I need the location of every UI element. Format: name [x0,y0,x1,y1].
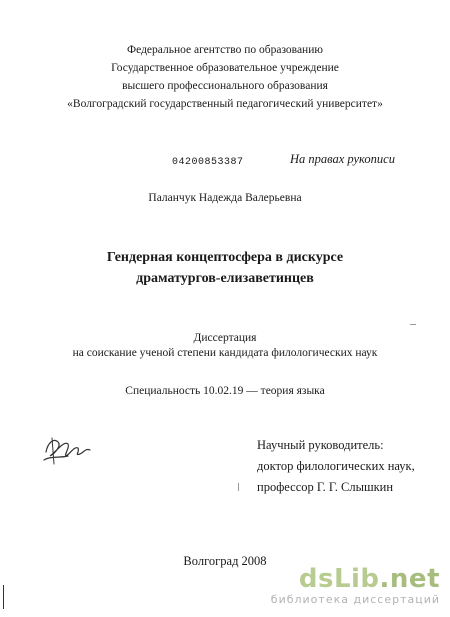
city-year: Волгоград 2008 [183,554,267,568]
specialty: Специальность 10.02.19 — теория языка [125,385,325,397]
header-institution-type: Государственное образовательное учреждение [111,62,339,74]
page-edge-mark [3,585,4,609]
rights-note: На правах рукописи [290,152,395,166]
author-name: Паланчук Надежда Валерьевна [148,192,302,204]
supervisor-label: Научный руководитель: [257,438,384,452]
header-agency: Федеральное агентство по образованию [127,44,323,56]
watermark-tld: .net [379,564,440,594]
watermark-logo [250,565,440,593]
signature-mark [40,430,100,470]
scan-artifact [238,483,239,491]
scan-artifact [410,324,416,325]
watermark-brand: dsLib [298,564,380,594]
header-education-level: высшего профессионального образования [122,80,328,92]
thesis-title-line1: Гендерная концептосфера в дискурсе [106,250,344,265]
registry-number: 04200853387 [172,157,244,168]
degree-sought: на соискание ученой степени кандидата филологических наук [72,347,378,359]
supervisor-degree: доктор филологических наук, [257,459,415,473]
site-watermark [250,565,440,607]
header-university: «Волгоградский государственный педагогический университет» [67,98,383,110]
work-type: Диссертация [193,332,257,344]
watermark-subtitle: библиотека диссертаций [270,593,440,606]
thesis-title-line2: драматургов-елизаветинцев [136,271,314,286]
supervisor-name: профессор Г. Г. Слышкин [257,480,394,494]
